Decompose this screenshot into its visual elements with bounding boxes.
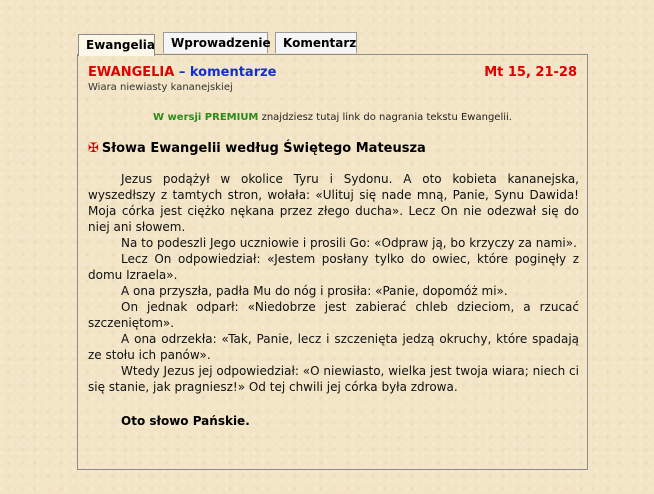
title-separator: – <box>174 65 190 80</box>
tab-ewangelia[interactable]: Ewangelia <box>78 34 155 56</box>
tab-komentarz[interactable]: Komentarz <box>275 32 357 53</box>
paragraph: A ona przyszła, padła Mu do nóg i prosiła: «Panie, dopomóż mi». <box>121 284 508 298</box>
content-panel <box>77 54 588 470</box>
paragraph: Na to podeszli Jego uczniowie i prosili Go: «Odpraw ją, bo krzyczy za nami». <box>121 236 577 250</box>
section-title: Słowa Ewangelii według Świętego Mateusza <box>101 141 426 156</box>
paragraph: Lecz On odpowiedział: «Jestem posłany tylko do owiec, które poginęły z domu Izraela». <box>88 252 579 282</box>
cross-icon: ✠ <box>88 141 99 156</box>
page-subtitle: Wiara niewiasty kananejskiej <box>88 82 233 93</box>
paragraph: Wtedy Jezus jej odpowiedział: «O niewiasto, wielka jest twoja wiara; niech ci się stanie, jak pragniesz!» Od tej chwili jej córka była zdrowa. <box>88 364 579 394</box>
gospel-reference: Mt 15, 21-28 <box>484 65 577 80</box>
paragraph: On jednak odparł: «Niedobrze jest zabierać chleb dzieciom, a rzucać szczeniętom». <box>88 300 579 330</box>
title-sub: komentarze <box>189 65 277 80</box>
paragraph: A ona odrzekła: «Tak, Panie, lecz i szczenięta jedzą okruchy, które spadają ze stołu ich panów». <box>88 332 579 362</box>
section-heading <box>88 141 426 156</box>
tab-wprowadzenie[interactable]: Wprowadzenie <box>163 32 268 53</box>
page-title <box>88 65 277 80</box>
gospel-text <box>88 171 579 395</box>
premium-text: znajdziesz tutaj link do nagrania tekstu Ewangelii. <box>258 112 512 123</box>
title-main: EWANGELIA <box>88 65 175 80</box>
premium-notice <box>78 112 587 123</box>
closing-acclamation: Oto słowo Pańskie. <box>121 414 250 428</box>
premium-label: W wersji PREMIUM <box>153 112 259 123</box>
paragraph: Jezus podążył w okolice Tyru i Sydonu. A oto kobieta kananejska, wyszedłszy z tamtych stron, wołała: «Ulituj się nade mną, Panie, Synu Dawida! Moja córka jest ciężko nękana przez złego ducha». Lecz On nie odezwał się do niej ani słowem. <box>88 172 579 234</box>
